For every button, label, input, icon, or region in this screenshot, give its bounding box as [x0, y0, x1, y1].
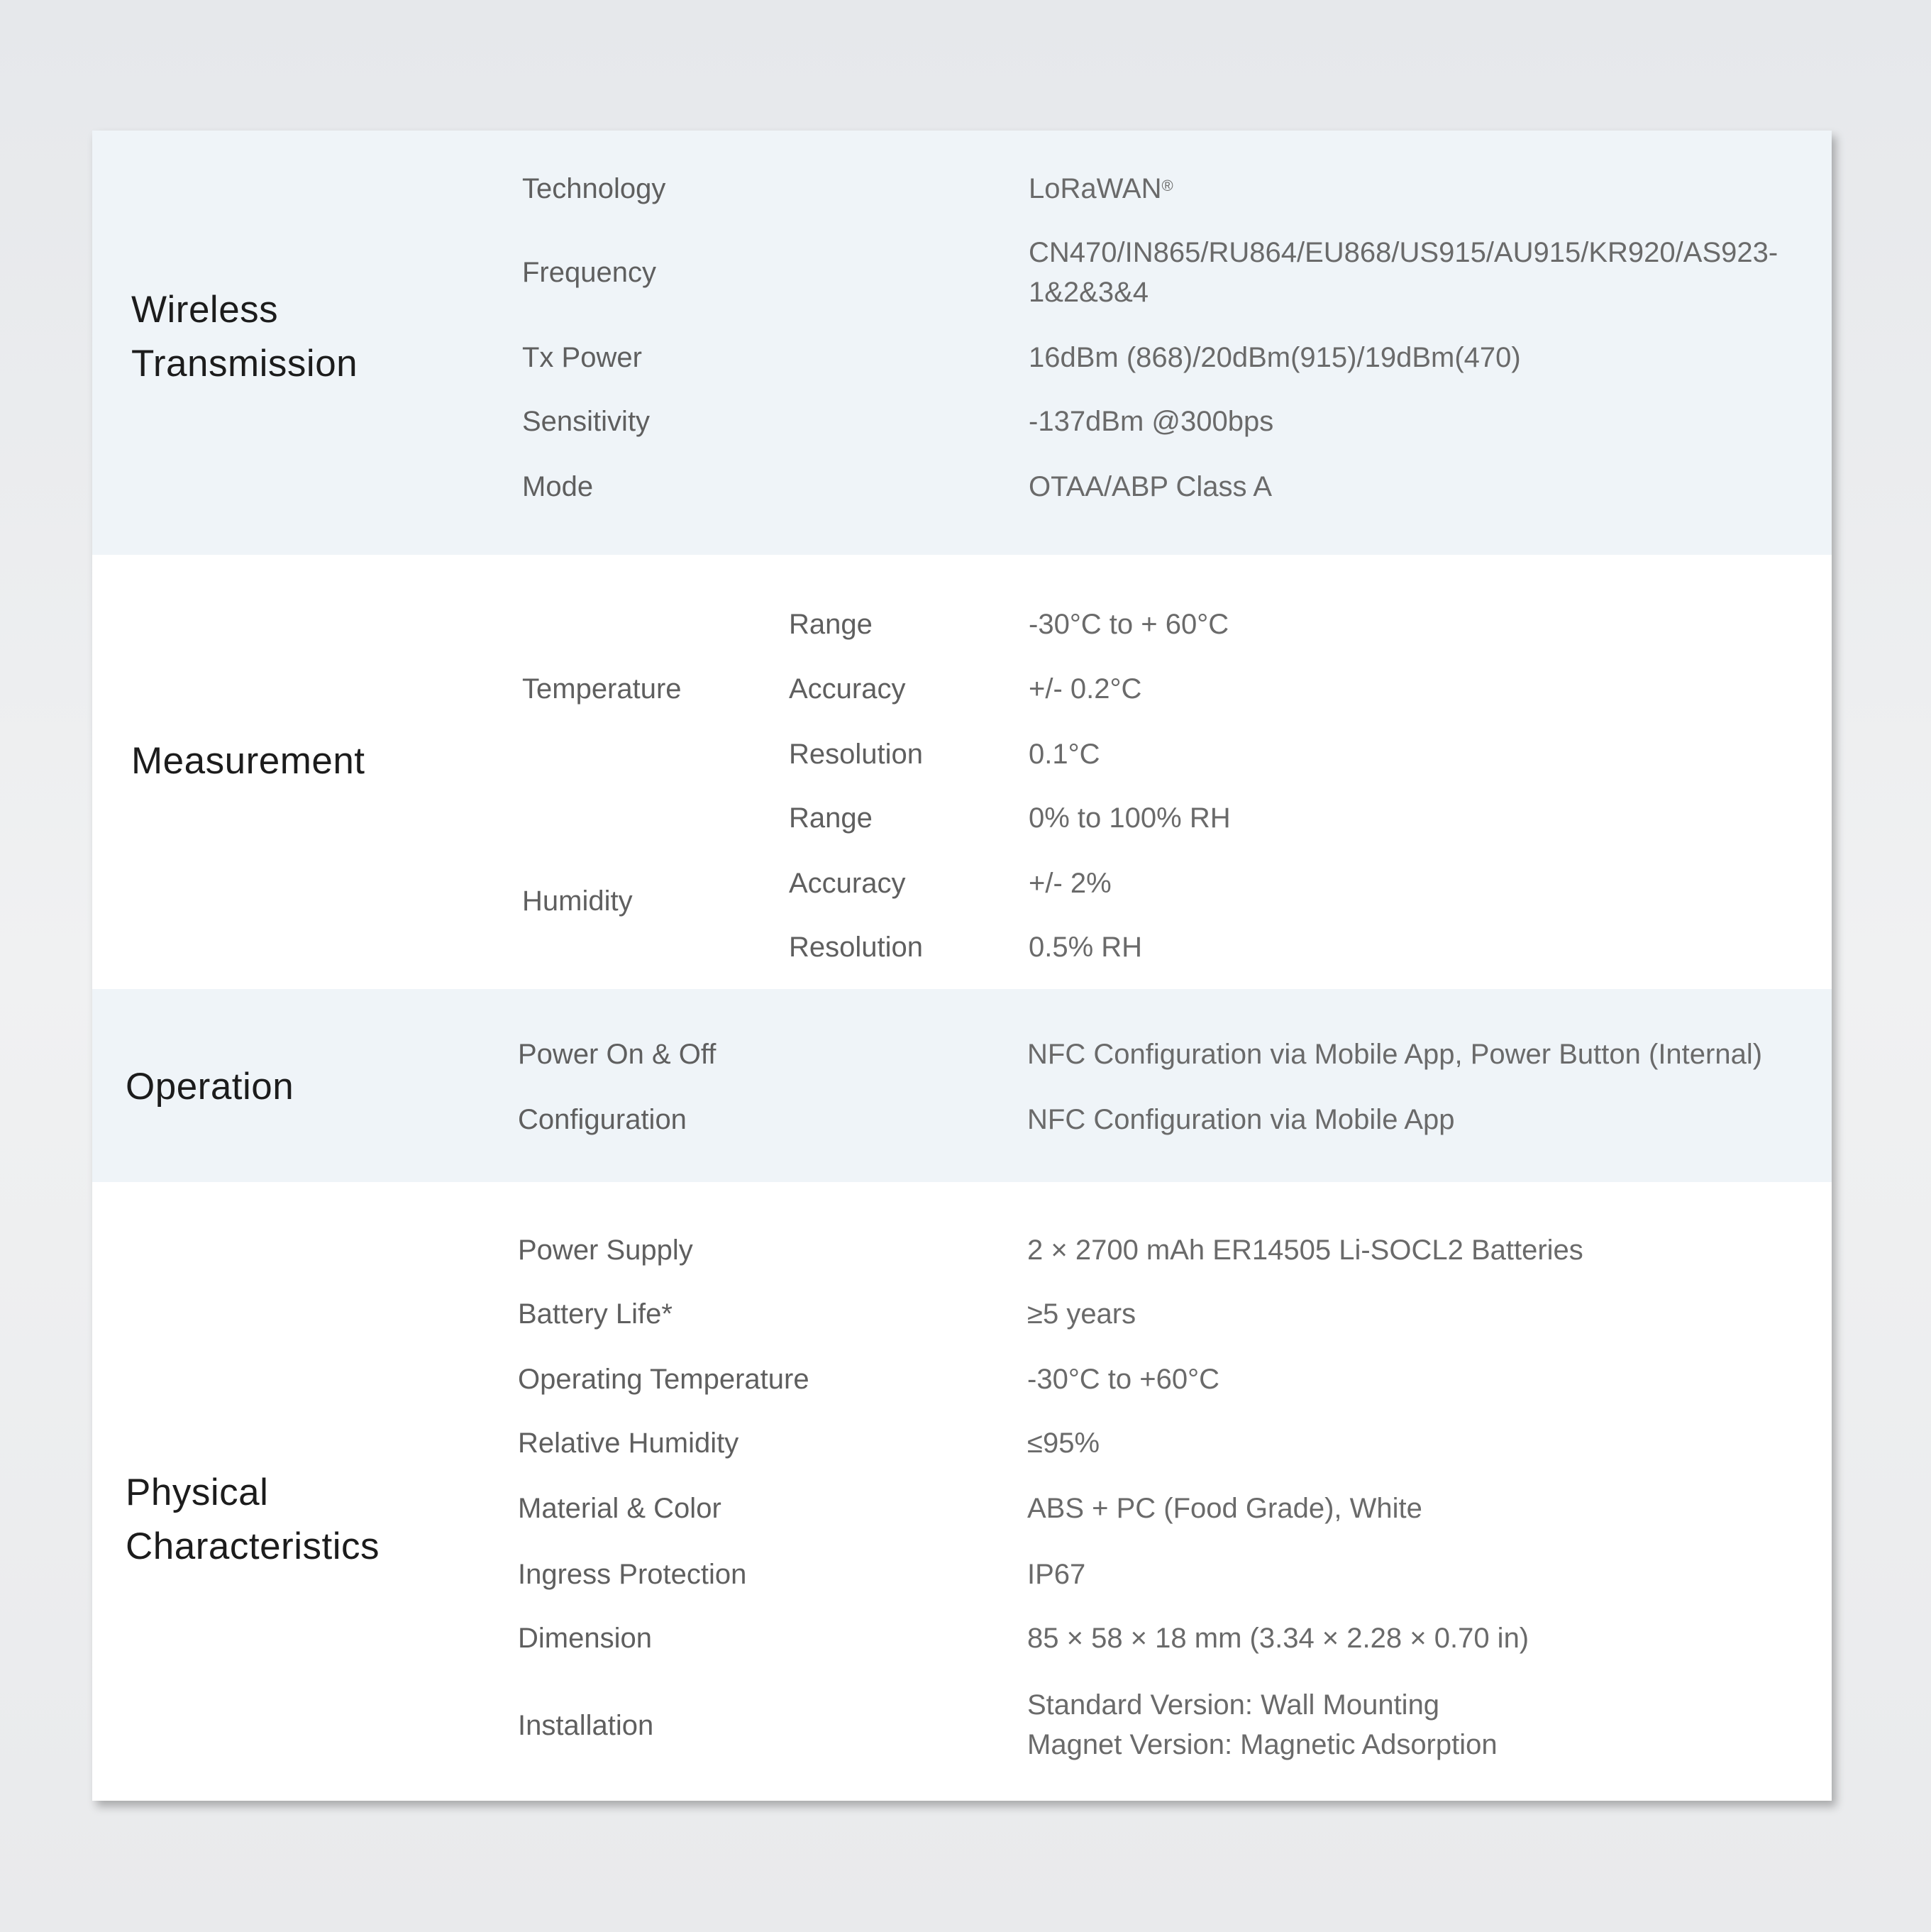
- spec-table: [92, 131, 1832, 1801]
- spec-value-installation-line2: Magnet Version: Magnetic Adsorption: [1027, 1729, 1498, 1760]
- spec-value-technology-text: LoRaWAN: [1029, 173, 1162, 204]
- spec-value-material-color: ABS + PC (Food Grade), White: [1027, 1493, 1422, 1524]
- spec-label-configuration: Configuration: [518, 1104, 687, 1135]
- section-wireless-transmission: [92, 131, 1832, 555]
- spec-sublabel-hum-resolution: Resolution: [789, 932, 924, 963]
- category-title: Operation: [126, 1066, 294, 1108]
- spec-label-battery-life: Battery Life*: [518, 1298, 673, 1330]
- section-physical-characteristics: [92, 1182, 1832, 1801]
- spec-label-operating-temperature: Operating Temperature: [518, 1364, 809, 1395]
- spec-value-hum-resolution: 0.5% RH: [1029, 932, 1143, 963]
- category-title-line2: Characteristics: [126, 1525, 380, 1567]
- category-title: [126, 1466, 380, 1574]
- spec-value-installation-line1: Standard Version: Wall Mounting: [1027, 1689, 1440, 1721]
- spec-label-sensitivity: Sensitivity: [522, 406, 651, 437]
- spec-label-tx-power: Tx Power: [522, 342, 642, 373]
- spec-label-technology: Technology: [522, 173, 666, 204]
- registered-mark: ®: [1161, 177, 1173, 194]
- spec-value-temp-resolution: 0.1°C: [1029, 739, 1100, 770]
- spec-value-dimension: 85 × 58 × 18 mm (3.34 × 2.28 × 0.70 in): [1027, 1623, 1529, 1654]
- spec-value-configuration: NFC Configuration via Mobile App: [1027, 1104, 1455, 1135]
- spec-value-mode: OTAA/ABP Class A: [1029, 471, 1273, 502]
- spec-label-mode: Mode: [522, 471, 594, 502]
- spec-value-relative-humidity: ≤95%: [1027, 1428, 1100, 1459]
- spec-label-humidity: Humidity: [522, 885, 633, 917]
- section-measurement: [92, 555, 1832, 989]
- spec-value-ingress-protection: IP67: [1027, 1559, 1086, 1590]
- spec-sublabel-hum-accuracy: Accuracy: [789, 868, 906, 899]
- section-operation: [92, 989, 1832, 1182]
- spec-value-sensitivity: -137dBm @300bps: [1029, 406, 1274, 437]
- spec-value-battery-life: ≥5 years: [1027, 1298, 1136, 1330]
- category-title-line2: Transmission: [131, 343, 358, 385]
- spec-value-power-supply: 2 × 2700 mAh ER14505 Li-SOCL2 Batteries: [1027, 1235, 1583, 1266]
- spec-label-frequency: Frequency: [522, 257, 656, 288]
- spec-value-hum-range: 0% to 100% RH: [1029, 802, 1231, 834]
- spec-sublabel-hum-range: Range: [789, 802, 873, 834]
- spec-value-tx-power: 16dBm (868)/20dBm(915)/19dBm(470): [1029, 342, 1521, 373]
- spec-label-dimension: Dimension: [518, 1623, 652, 1654]
- category-title: [131, 283, 358, 391]
- spec-value-frequency: [1029, 233, 1778, 312]
- spec-value-hum-accuracy: +/- 2%: [1029, 868, 1112, 899]
- spec-value-technology: [1029, 169, 1173, 209]
- spec-value-frequency-line2: 1&2&3&4: [1029, 277, 1149, 308]
- category-title: Measurement: [131, 740, 365, 782]
- category-title-line1: Physical: [126, 1472, 269, 1513]
- spec-label-power-on-off: Power On & Off: [518, 1039, 716, 1070]
- spec-value-operating-temperature: -30°C to +60°C: [1027, 1364, 1220, 1395]
- spec-label-installation: Installation: [518, 1710, 654, 1741]
- spec-sublabel-temp-resolution: Resolution: [789, 739, 924, 770]
- spec-value-temp-accuracy: +/- 0.2°C: [1029, 673, 1142, 705]
- spec-value-power-on-off: NFC Configuration via Mobile App, Power Button (Internal): [1027, 1039, 1763, 1070]
- spec-sublabel-temp-accuracy: Accuracy: [789, 673, 906, 705]
- spec-label-material-color: Material & Color: [518, 1493, 721, 1524]
- spec-value-installation: [1027, 1685, 1498, 1765]
- spec-label-relative-humidity: Relative Humidity: [518, 1428, 739, 1459]
- spec-value-frequency-line1: CN470/IN865/RU864/EU868/US915/AU915/KR920/AS923-: [1029, 237, 1778, 268]
- category-title-line1: Wireless: [131, 289, 279, 331]
- spec-value-temp-range: -30°C to + 60°C: [1029, 609, 1229, 640]
- spec-label-ingress-protection: Ingress Protection: [518, 1559, 747, 1590]
- spec-label-temperature: Temperature: [522, 673, 682, 705]
- spec-sublabel-temp-range: Range: [789, 609, 873, 640]
- spec-label-power-supply: Power Supply: [518, 1235, 693, 1266]
